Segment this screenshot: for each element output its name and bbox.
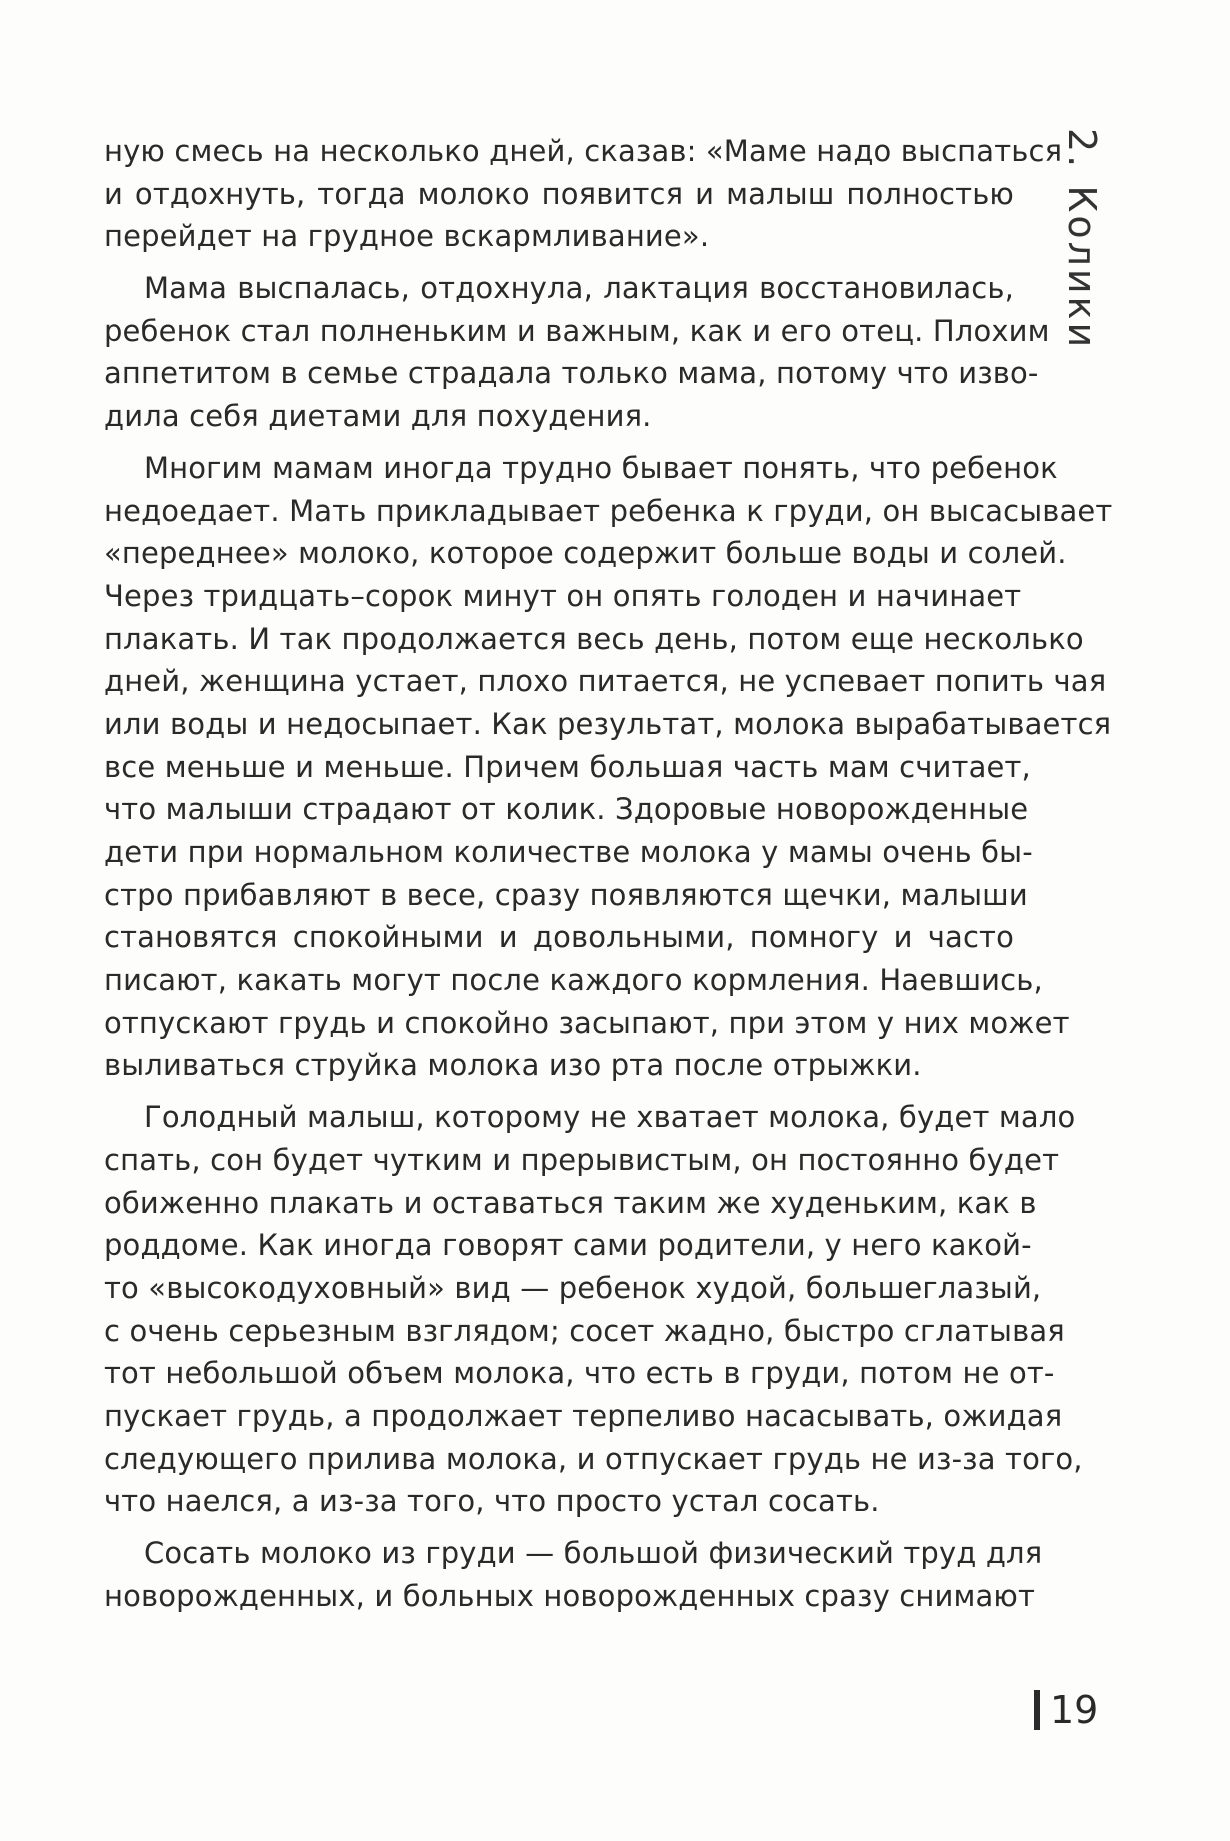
- text-line: Сосать молоко из груди — большой физический труд для: [144, 1536, 1043, 1570]
- text-line: Мама выспалась, отдохнула, лактация восстановилась,: [144, 271, 1014, 306]
- text-line: все меньше и меньше. Причем большая часть мам считает,: [104, 749, 1031, 784]
- text-line: писают, какать могут после каждого кормления. Наевшись,: [104, 963, 1043, 998]
- text-line: дила себя диетами для похудения.: [104, 399, 652, 434]
- text-line: новорожденных, и больных новорожденных сразу снимают: [104, 1578, 1036, 1613]
- paragraph-gap: [104, 1523, 1014, 1532]
- text-line: недоедает. Мать прикладывает ребенка к груди, он высасывает: [104, 493, 1113, 528]
- running-head-text: 2. Колики: [1060, 128, 1104, 351]
- text-line: плакать. И так продолжается весь день, потом еще несколько: [104, 621, 1084, 656]
- folio-bar: [1034, 1690, 1040, 1730]
- text-line: обиженно плакать и оставаться таким же худеньким, как в: [104, 1185, 1037, 1220]
- text-line: дней, женщина устает, плохо питается, не успевает попить чая: [104, 664, 1107, 699]
- paragraph: [104, 1096, 1083, 1523]
- text-line: Через тридцать–сорок минут он опять голоден и начинает: [104, 578, 1022, 613]
- text-line: стро прибавляют в весе, сразу появляются щечки, малыши: [104, 877, 1028, 912]
- paragraph-gap: [104, 438, 1014, 447]
- paragraph: [104, 267, 1050, 438]
- text-line: спать, сон будет чутким и прерывистым, он постоянно будет: [104, 1142, 1060, 1177]
- text-line: выливаться струйка молока изо рта после отрыжки.: [104, 1048, 922, 1083]
- text-line: или воды и недосыпает. Как результат, молока вырабатывается: [104, 706, 1112, 741]
- text-line: роддоме. Как иногда говорят сами родители, у него какой-: [104, 1228, 1032, 1263]
- page-number: 19: [1050, 1688, 1099, 1732]
- text-line: аппетитом в семье страдала только мама, потому что изво-: [104, 356, 1039, 391]
- text-line: следующего прилива молока, и отпускает грудь не из-за того,: [104, 1441, 1083, 1476]
- paragraph: [104, 130, 1063, 258]
- text-line: ребенок стал полненьким и важным, как и его отец. Плохим: [104, 313, 1050, 348]
- text-line: Многим мамам иногда трудно бывает понять, что ребенок: [144, 450, 1058, 485]
- text-line: с очень серьезным взглядом; сосет жадно, быстро сглатывая: [104, 1313, 1065, 1348]
- text-line: Голодный малыш, которому не хватает молока, будет мало: [144, 1100, 1076, 1135]
- text-line: тот небольшой объем молока, что есть в груди, потом не от-: [104, 1356, 1055, 1391]
- paragraph: [104, 447, 1113, 1087]
- text-line: и отдохнуть, тогда молоко появится и малыш полностью: [104, 176, 1014, 211]
- text-line: «переднее» молоко, которое содержит больше воды и солей.: [104, 536, 1067, 571]
- text-line: что малыши страдают от колик. Здоровые новорожденные: [104, 792, 1029, 827]
- text-line: перейдет на грудное вскармливание».: [104, 219, 710, 254]
- text-line: то «высокодуховный» вид — ребенок худой, большеглазый,: [104, 1270, 1042, 1305]
- text-line: пускает грудь, а продолжает терпеливо насасывать, ожидая: [104, 1398, 1063, 1433]
- text-line: ную смесь на несколько дней, сказав: «Маме надо выспаться: [104, 134, 1063, 168]
- folio: [1034, 1680, 1098, 1740]
- text-line: становятся спокойными и довольными, помногу и часто: [104, 920, 1014, 955]
- paragraph-gap: [104, 258, 1014, 267]
- text-line: отпускают грудь и спокойно засыпают, при этом у них может: [104, 1005, 1070, 1040]
- paragraph-gap: [104, 1087, 1014, 1096]
- text-line: что наелся, а из-за того, что просто устал сосать.: [104, 1484, 880, 1519]
- paragraph: [104, 1532, 1043, 1617]
- text-line: дети при нормальном количестве молока у мамы очень бы-: [104, 835, 1033, 869]
